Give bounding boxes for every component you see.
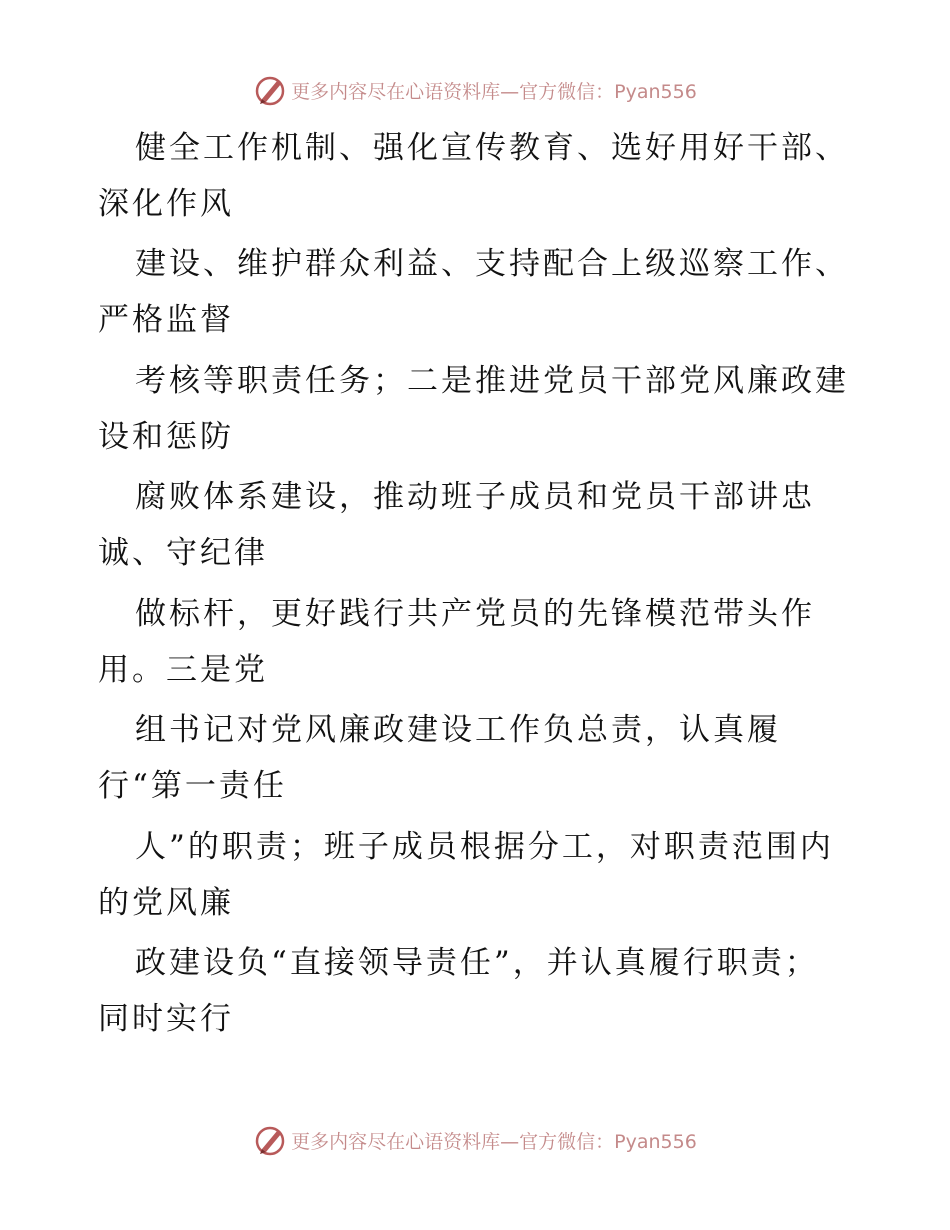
header-watermark-text: 更多内容尽在心语资料库—官方微信：Pyan556 [291, 80, 697, 103]
pen-logo-icon [253, 73, 287, 107]
paragraph-line: 行“第一责任 [98, 768, 287, 804]
paragraph-line: 深化作风 [98, 186, 234, 222]
paragraph-line: 用。三是党 [98, 652, 268, 688]
paragraph-line: 严格监督 [98, 302, 234, 338]
paragraph-line: 政建设负“直接领导责任”，并认真履行职责； [135, 945, 819, 981]
paragraph-line: 同时实行 [98, 1001, 234, 1037]
paragraph-line: 健全工作机制、强化宣传教育、选好用好干部、 [135, 130, 849, 166]
paragraph-line: 腐败体系建设，推动班子成员和党员干部讲忠 [135, 479, 815, 515]
paragraph-line: 做标杆，更好践行共产党员的先锋模范带头作 [135, 596, 815, 632]
paragraph-line: 考核等职责任务；二是推进党员干部党风廉政建 [135, 363, 849, 399]
pen-logo-icon [253, 1123, 287, 1157]
paragraph-line: 人”的职责；班子成员根据分工，对职责范围内 [135, 829, 834, 865]
footer-watermark-text: 更多内容尽在心语资料库—官方微信：Pyan556 [291, 1130, 697, 1153]
paragraph-line: 的党风廉 [98, 885, 234, 921]
paragraph-line: 建设、维护群众利益、支持配合上级巡察工作、 [135, 246, 849, 282]
paragraph-line: 诚、守纪律 [98, 535, 268, 571]
paragraph-line: 设和惩防 [98, 419, 234, 455]
header-watermark [0, 70, 950, 110]
footer-watermark [0, 1120, 950, 1160]
paragraph-line: 组书记对党风廉政建设工作负总责，认真履 [135, 712, 781, 748]
